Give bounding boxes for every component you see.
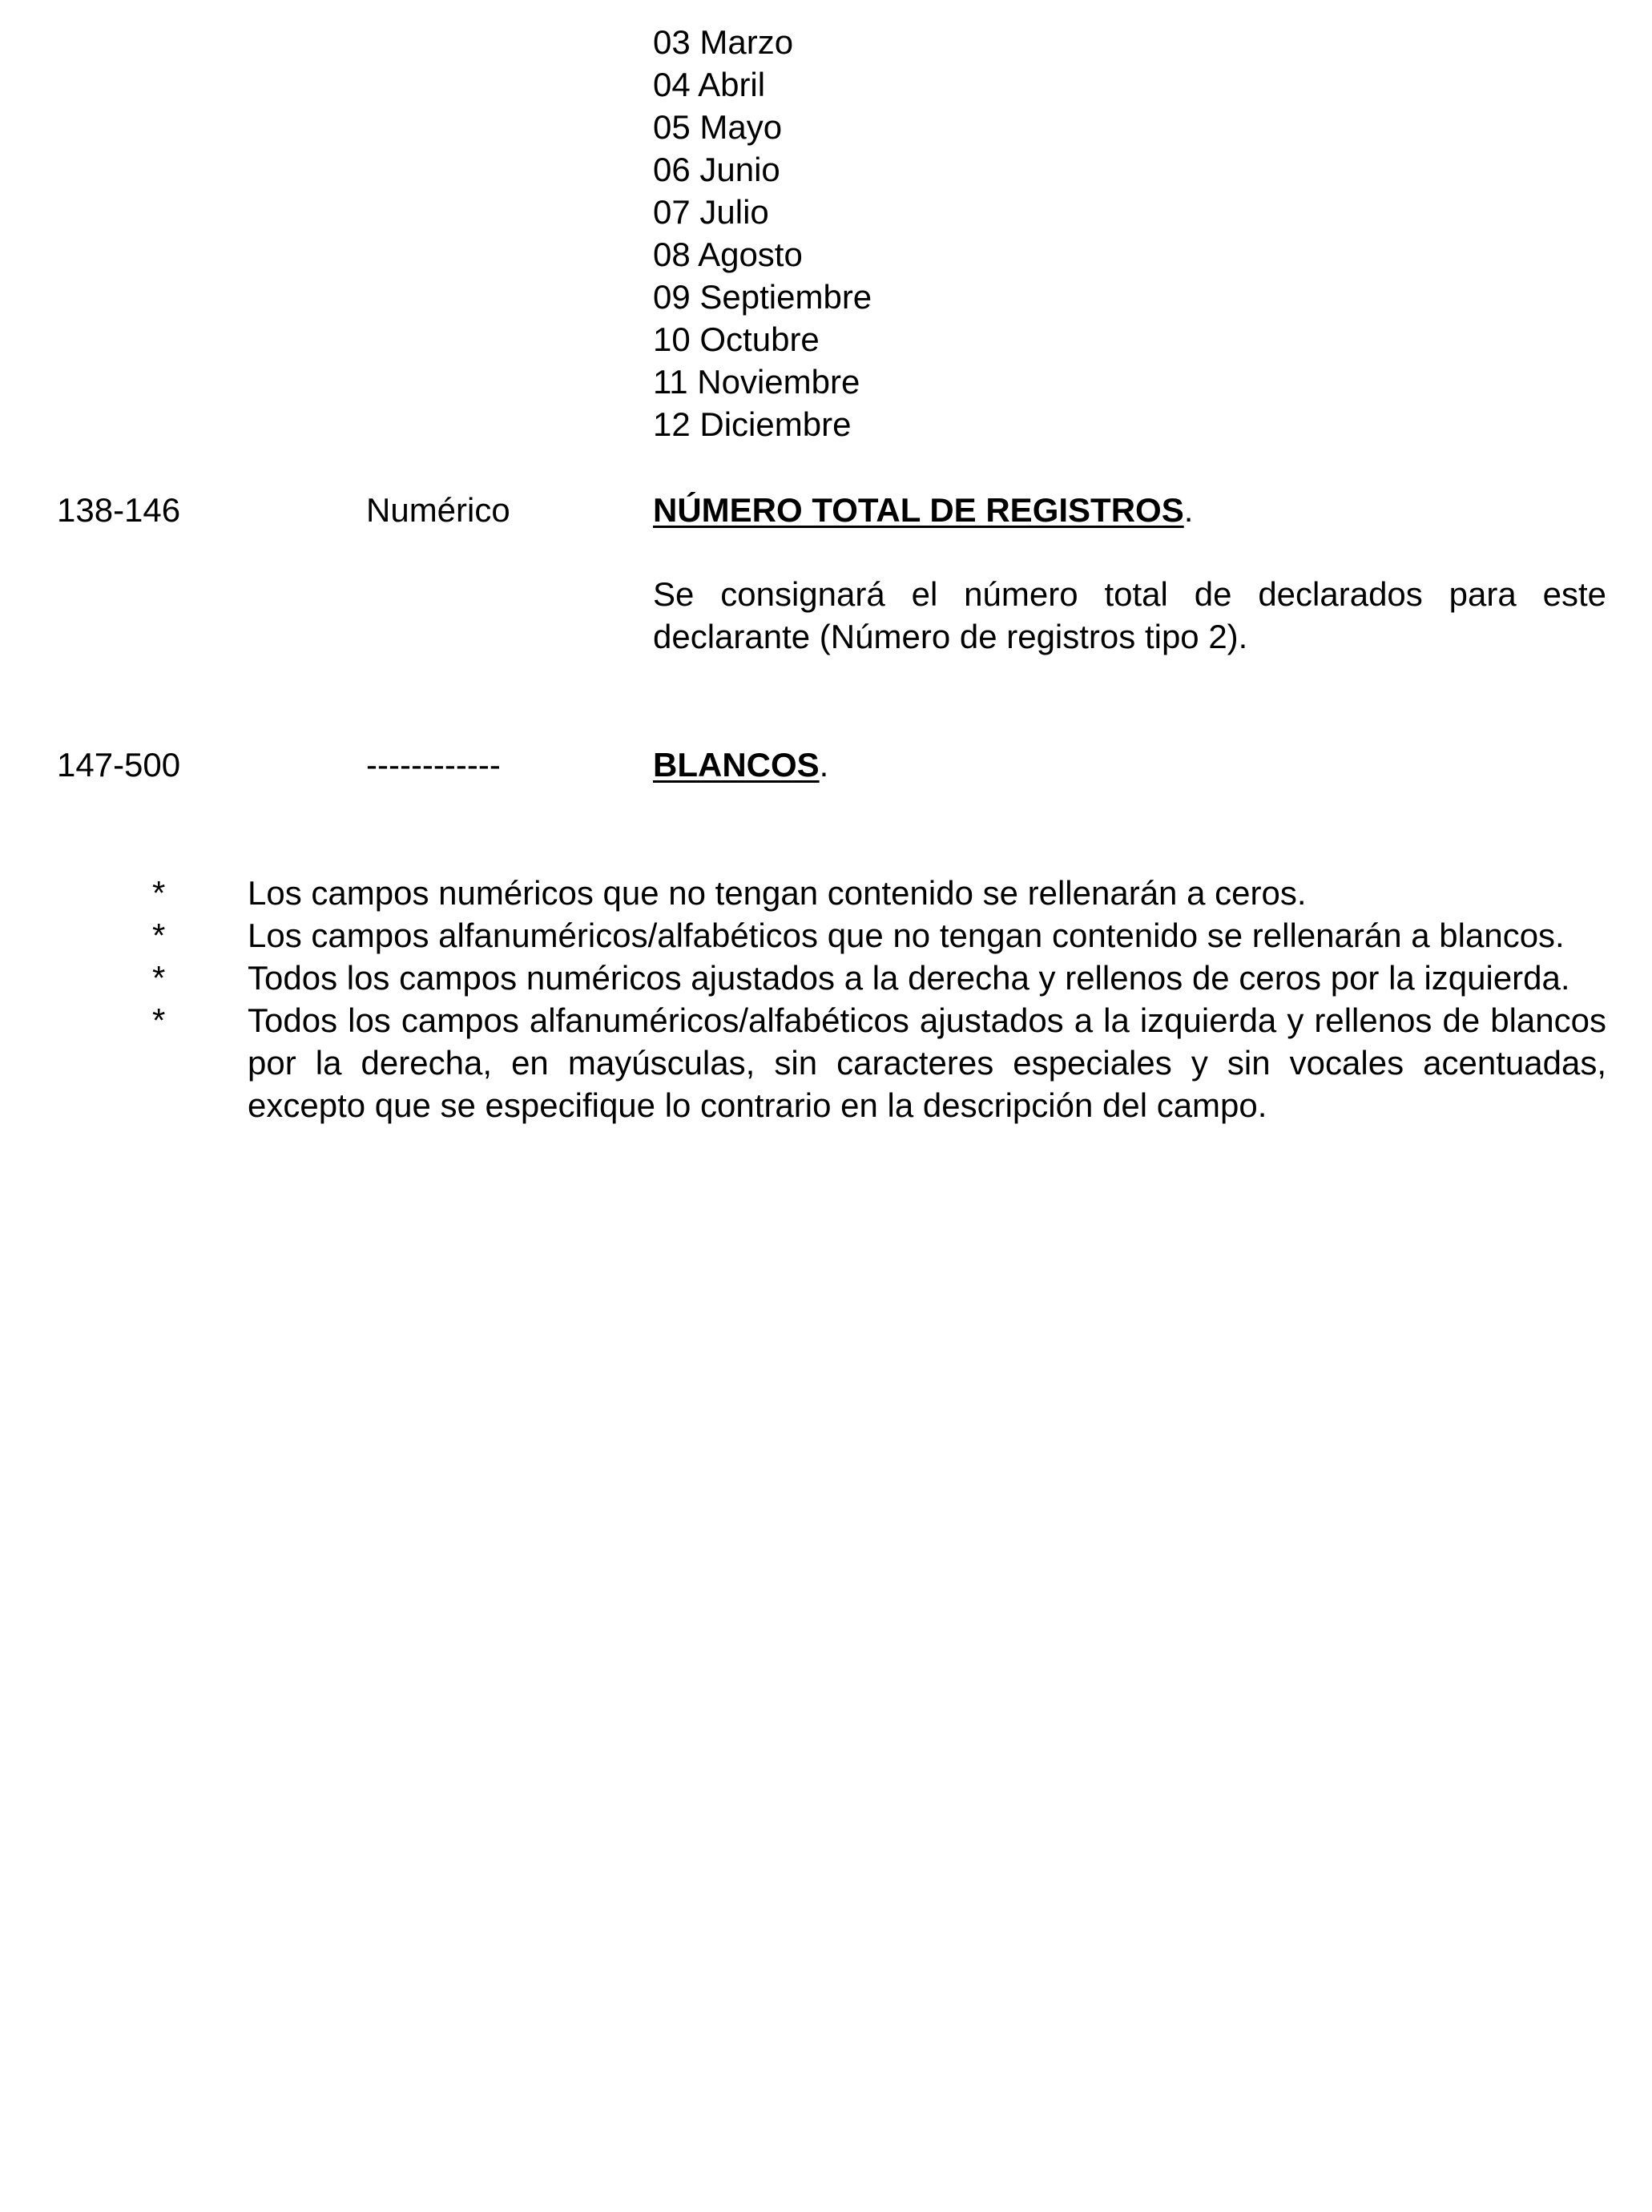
month-item: 11 Noviembre (653, 363, 860, 401)
note-item (0, 872, 1652, 914)
field-position: 147-500 (57, 746, 181, 784)
field-suffix: . (1183, 491, 1194, 529)
bullet-star: * (152, 959, 166, 997)
field-description: Se consignará el número total de declarados para este declarante (Número de registros tipo 2). (653, 575, 1606, 655)
month-item: 07 Julio (653, 193, 769, 231)
field-row-blancos (0, 743, 1652, 786)
field-type: Numérico (366, 491, 510, 529)
field-row-total-registros (0, 489, 1652, 531)
month-item: 10 Octubre (653, 320, 820, 358)
field-position: 138-146 (57, 491, 181, 529)
note-item (0, 957, 1652, 999)
notes-list (0, 872, 1652, 1126)
month-item: 08 Agosto (653, 236, 803, 273)
field-title (653, 743, 828, 786)
bullet-star: * (152, 874, 166, 912)
month-list (653, 21, 1294, 445)
month-item: 03 Marzo (653, 23, 794, 61)
note-item (0, 999, 1652, 1126)
field-suffix: . (819, 746, 829, 784)
bullet-star: * (152, 917, 166, 954)
note-text: Todos los campos numéricos ajustados a la derecha y rellenos de ceros por la izquierda. (248, 959, 1570, 997)
month-item: 04 Abril (653, 66, 766, 103)
field-type: ------------ (366, 746, 501, 784)
note-text: Los campos numéricos que no tengan contenido se rellenarán a ceros. (248, 874, 1307, 912)
field-name: NÚMERO TOTAL DE REGISTROS (653, 491, 1184, 529)
month-item: 12 Diciembre (653, 405, 852, 443)
bullet-star: * (152, 1001, 166, 1039)
note-item (0, 914, 1652, 957)
note-text: Los campos alfanuméricos/alfabéticos que no tengan contenido se rellenarán a blancos. (248, 917, 1565, 954)
month-item: 06 Junio (653, 151, 780, 188)
note-text: Todos los campos alfanuméricos/alfabéticos ajustados a la izquierda y rellenos de blancos por la derecha, en mayúsculas, sin caracteres especiales y sin vocales acentuadas, excepto que se especifique lo contrario en la descripción del campo. (248, 1001, 1606, 1124)
field-name: BLANCOS (653, 746, 820, 784)
month-item: 05 Mayo (653, 108, 783, 146)
month-item: 09 Septiembre (653, 278, 872, 316)
field-title (653, 489, 1193, 531)
